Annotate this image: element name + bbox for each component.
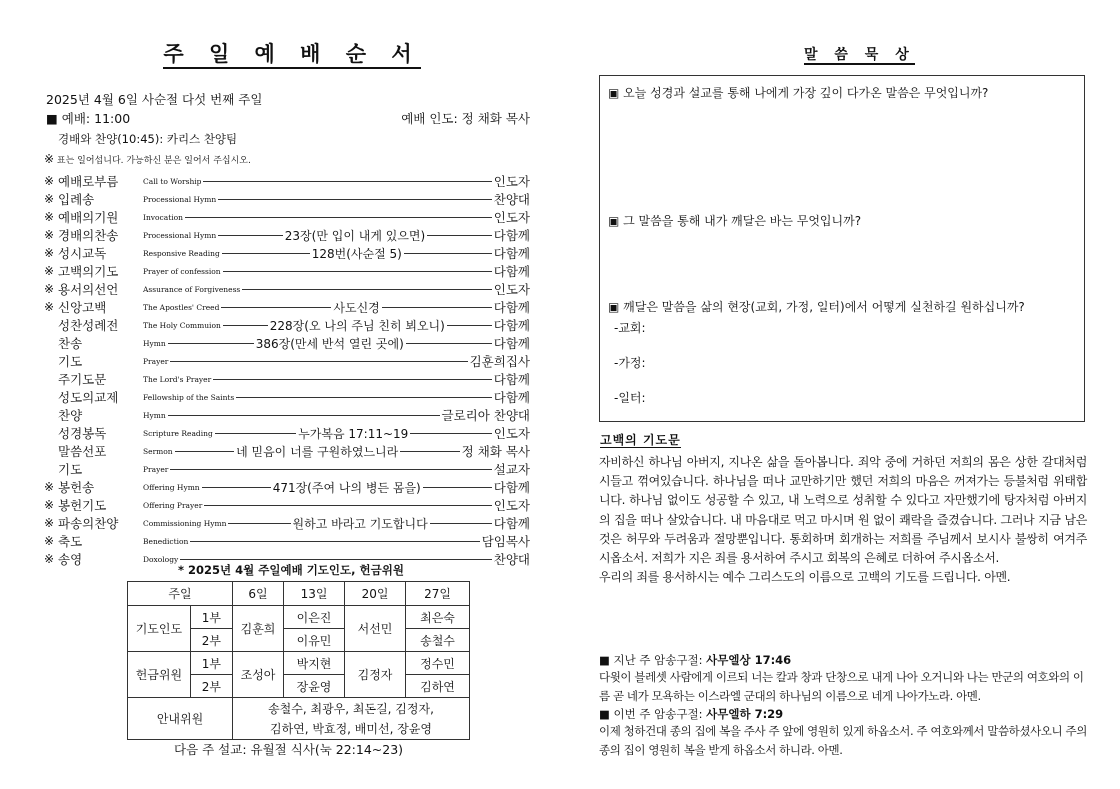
leader-line — [382, 307, 492, 308]
order-item-name: 성경봉독 — [58, 426, 107, 441]
order-item-english: The Lord's Prayer — [143, 374, 212, 384]
order-row — [44, 370, 530, 388]
part1-label: 1부 — [190, 652, 232, 675]
part1-label: 1부 — [190, 606, 232, 629]
order-row — [44, 496, 530, 514]
leader-line — [180, 559, 492, 560]
order-item-role: 다함께 — [493, 300, 530, 315]
order-item-english: The Holy Commuion — [143, 320, 221, 330]
roster-cell: 박지현 — [284, 652, 345, 675]
order-item-english: Prayer of confession — [143, 266, 221, 276]
prayer-leader-label: 기도인도 — [128, 606, 191, 652]
stand-mark: ※ — [44, 516, 55, 530]
order-item-english: Offering Prayer — [143, 500, 203, 510]
order-item-role: 다함께 — [493, 390, 530, 405]
order-item-english: Assurance of Forgiveness — [143, 284, 241, 294]
order-item-role: 다함께 — [493, 228, 530, 243]
order-item-name: 축도 — [58, 534, 83, 549]
meditation-box — [599, 75, 1085, 422]
order-item-english: Scripture Reading — [143, 428, 213, 438]
leader-line — [221, 307, 331, 308]
order-row — [44, 442, 530, 460]
order-row — [44, 316, 530, 334]
order-item-name: 주기도문 — [58, 372, 107, 387]
order-item-role: 인도자 — [493, 210, 530, 225]
order-item-role: 다함께 — [493, 372, 530, 387]
order-item-role: 인도자 — [493, 174, 530, 189]
order-item-detail: 네 믿음이 너를 구원하였느니라 — [236, 444, 399, 459]
order-item-name: 기도 — [58, 354, 83, 369]
leader-line — [406, 343, 492, 344]
leader-line — [202, 487, 271, 488]
service-leader: 예배 인도: 정 채화 목사 — [401, 111, 530, 126]
stand-mark: ※ — [44, 264, 55, 278]
roster-table — [127, 581, 470, 740]
order-item-english: The Apostles' Creed — [143, 302, 220, 312]
roster-title: * 2025년 4월 주일예배 기도인도, 헌금위원 — [178, 563, 404, 577]
stand-mark: ※ — [44, 210, 55, 224]
order-item-role: 인도자 — [493, 282, 530, 297]
order-item-detail: 23장(만 입이 내게 있으면) — [284, 228, 426, 243]
this-week-verse-heading: ■ 이번 주 암송구절: 사무엘하 7:29 — [599, 707, 784, 721]
order-item-role: 찬양대 — [493, 552, 530, 567]
order-row — [44, 280, 530, 298]
last-week-verse-heading: ■ 지난 주 암송구절: 사무엘상 17:46 — [599, 653, 792, 667]
order-item-name: 용서의선언 — [58, 282, 119, 297]
stand-mark: ※ — [44, 300, 55, 314]
leader-line — [430, 523, 492, 524]
leader-line — [218, 199, 492, 200]
order-item-english: Hymn — [143, 338, 166, 348]
order-item-name: 경배의찬송 — [58, 228, 119, 243]
order-item-name: 고백의기도 — [58, 264, 119, 279]
leader-line — [215, 433, 296, 434]
this-week-verse: 이제 청하건대 종의 집에 복을 주사 주 앞에 영원히 있게 하옵소서. 주 여호와께서 말씀하셨사오니 주의 종의 집이 영원히 복을 받게 하옵소서 하니라. 아멘. — [599, 724, 1087, 757]
order-row — [44, 532, 530, 550]
leader-line — [190, 541, 479, 542]
order-row — [44, 352, 530, 370]
question-1: ▣ 오늘 성경과 설교를 통해 나에게 가장 깊이 다가온 말씀은 무엇입니까? — [608, 86, 989, 100]
order-row — [44, 172, 530, 190]
order-item-english: Responsive Reading — [143, 248, 220, 258]
order-item-english: Offering Hymn — [143, 482, 200, 492]
worship-order-page — [44, 38, 531, 757]
order-row — [44, 244, 530, 262]
order-row — [44, 334, 530, 352]
leader-line — [218, 235, 283, 236]
order-item-name: 신앙고백 — [58, 300, 107, 315]
stand-mark: ※ — [44, 192, 55, 206]
order-of-worship — [44, 172, 530, 568]
order-item-role: 담임목사 — [481, 534, 530, 549]
leader-line — [423, 487, 492, 488]
prayer-title: 고백의 기도문 — [600, 433, 681, 447]
order-item-role: 설교자 — [493, 462, 530, 477]
confession-prayer: 자비하신 하나님 아버지, 지나온 삶을 돌아봅니다. 죄악 중에 거하던 저희의 몸은 상한 갈대처럼 시들고 꺾여있습니다. 하나님을 떠나 교만하기만 했던 저희의 마음은 꺼져가는 등불처럼 위태합니다. 하나님 없이도 성공할 수 있고, 내 노력으로 성취할 수 있다고 자만했기에 탕자처럼 아버지의 집을 떠나 살았습니다. 내 마음대로 먹고 마시며 원 없이 쾌락을 즐겼습니다. 그러나 지금 남은 것은 허무와 두려움과 절망뿐입니다. 통회하며 회개하는 저희를 주님께서 보시사 불쌍히 여겨주시옵소서. 저희가 지은 죄를 용서하여 주시고 회복의 은혜로 더하여 주시옵소서. 우리의 죄를 용서하시는 예수 그리스도의 이름으로 고백의 기도를 드립니다. 아멘. — [599, 455, 1087, 585]
header-sunday: 주일 — [128, 582, 233, 606]
last-week-verse: 다윗이 블레셋 사람에게 이르되 너는 칼과 창과 단창으로 내게 나아 오거니와 나는 만군의 여호와의 이름 곧 네가 모욕하는 이스라엘 군대의 하나님의 이름으로 네게 나아가노라. 아멘. — [599, 670, 1084, 703]
leader-line — [410, 433, 491, 434]
order-item-detail: 228장(오 나의 주님 친히 뵈오니) — [269, 318, 445, 333]
work-field: -일터: — [614, 391, 646, 405]
leader-line — [170, 361, 467, 362]
leader-line — [213, 379, 492, 380]
roster-cell: 이유민 — [284, 629, 345, 652]
page-title: 주 일 예 배 순 서 — [54, 38, 530, 68]
header-day13: 13일 — [284, 582, 345, 606]
roster-cell: 김훈희 — [233, 606, 284, 652]
order-item-english: Prayer — [143, 464, 169, 474]
leader-line — [242, 289, 492, 290]
order-item-name: 파송의찬양 — [58, 516, 119, 531]
leader-line — [204, 505, 491, 506]
order-item-name: 찬양 — [58, 408, 83, 423]
service-date: 2025년 4월 6일 사순절 다섯 번째 주일 — [46, 92, 263, 107]
order-row — [44, 478, 530, 496]
stand-mark: ※ — [44, 282, 55, 296]
home-field: -가정: — [614, 356, 646, 370]
order-item-name: 입례송 — [58, 192, 95, 207]
stand-mark: ※ — [44, 174, 55, 188]
order-item-role: 인도자 — [493, 426, 530, 441]
order-item-detail: 386장(만세 반석 열린 곳에) — [255, 336, 404, 351]
leader-line — [223, 271, 492, 272]
meditation-title: 말 씀 묵 상 — [804, 47, 915, 63]
stand-mark: ※ — [44, 552, 55, 566]
roster-cell: 김정자 — [345, 652, 406, 698]
question-2: ▣ 그 말씀을 통해 내가 깨달은 바는 무엇입니까? — [608, 214, 862, 228]
leader-line — [223, 325, 268, 326]
order-item-name: 성도의교제 — [58, 390, 119, 405]
leader-line — [236, 397, 491, 398]
stand-mark: ※ — [44, 246, 55, 260]
leader-line — [175, 451, 234, 452]
leader-line — [427, 235, 492, 236]
leader-line — [185, 217, 492, 218]
stand-mark: ※ — [44, 534, 55, 548]
offering-label: 헌금위원 — [128, 652, 191, 698]
usher-names: 송철수, 최광우, 최돈길, 김정자, 김하연, 박효정, 배미선, 장윤영 — [233, 698, 470, 740]
roster-cell: 최은숙 — [406, 606, 470, 629]
leader-line — [400, 451, 459, 452]
order-item-english: Call to Worship — [143, 176, 202, 186]
stand-mark: ※ — [44, 480, 55, 494]
roster-cell: 정수민 — [406, 652, 470, 675]
header-day27: 27일 — [406, 582, 470, 606]
order-item-name: 말씀선포 — [58, 444, 107, 459]
usher-label: 안내위원 — [128, 698, 233, 740]
order-item-role: 김훈희집사 — [469, 354, 530, 369]
order-item-role: 다함께 — [493, 318, 531, 333]
stand-mark: ※ — [44, 228, 55, 242]
order-item-english: Doxology — [143, 554, 179, 564]
order-item-name: 성찬성례전 — [58, 318, 119, 333]
leader-line — [203, 181, 491, 182]
next-sermon: 다음 주 설교: 유월절 식사(눅 22:14~23) — [174, 742, 404, 757]
order-row — [44, 406, 530, 424]
order-row — [44, 514, 530, 532]
service-time: ■ 예배: 11:00 — [46, 111, 131, 126]
order-item-english: Commissioning Hymn — [143, 518, 227, 528]
leader-line — [228, 523, 290, 524]
roster-cell: 조성아 — [233, 652, 284, 698]
order-row — [44, 226, 530, 244]
order-row — [44, 460, 530, 478]
question-3: ▣ 깨달은 말씀을 삶의 현장(교회, 가정, 일터)에서 어떻게 실천하길 원하십니까? — [608, 300, 1025, 314]
leader-line — [170, 469, 491, 470]
order-item-english: Sermon — [143, 446, 173, 456]
order-item-detail: 원하고 바라고 기도합니다 — [292, 516, 428, 531]
order-row — [44, 424, 530, 442]
order-item-english: Benediction — [143, 536, 189, 546]
leader-line — [168, 343, 254, 344]
order-item-english: Prayer — [143, 356, 169, 366]
pre-service-praise: 경배와 찬양(10:45): 카리스 찬양팀 — [58, 132, 238, 146]
order-row — [44, 208, 530, 226]
leader-line — [404, 253, 492, 254]
roster-cell: 송철수 — [406, 629, 470, 652]
roster-cell: 이은진 — [284, 606, 345, 629]
order-item-name: 봉헌송 — [58, 480, 95, 495]
order-item-role: 다함께 — [493, 246, 531, 261]
leader-line — [222, 253, 310, 254]
order-item-role: 다함께 — [493, 336, 531, 351]
order-row — [44, 298, 530, 316]
header-day20: 20일 — [345, 582, 406, 606]
order-item-detail: 471장(주여 나의 병든 몸을) — [272, 480, 421, 495]
order-item-detail: 128번(사순절 5) — [311, 246, 402, 261]
order-item-role: 다함께 — [493, 516, 530, 531]
order-item-role: 정 채화 목사 — [461, 444, 530, 459]
roster-cell: 장윤영 — [284, 675, 345, 698]
order-row — [44, 262, 530, 280]
roster-cell: 서선민 — [345, 606, 406, 652]
order-item-detail: 사도신경 — [333, 300, 380, 315]
stand-mark: ※ — [44, 498, 55, 512]
leader-line — [447, 325, 492, 326]
order-item-name: 기도 — [58, 462, 83, 477]
leader-line — [168, 415, 440, 416]
order-item-role: 다함께 — [493, 480, 531, 495]
order-item-name: 봉헌기도 — [58, 498, 107, 513]
part2-label: 2부 — [190, 629, 232, 652]
order-item-name: 예배의기원 — [58, 210, 119, 225]
order-item-role: 찬양대 — [493, 192, 530, 207]
order-item-english: Hymn — [143, 410, 166, 420]
order-item-role: 다함께 — [493, 264, 530, 279]
order-item-name: 찬송 — [58, 336, 83, 351]
order-item-name: 성시교독 — [58, 246, 107, 261]
order-item-english: Fellowship of the Saints — [143, 392, 235, 402]
order-item-english: Invocation — [143, 212, 183, 222]
order-item-role: 글로리아 찬양대 — [441, 408, 530, 423]
standing-note: ※ 표는 일어섭니다. 가능하신 분은 일어서 주십시오. — [44, 152, 251, 166]
order-item-name: 송영 — [58, 552, 83, 567]
header-day6: 6일 — [233, 582, 284, 606]
order-item-role: 인도자 — [493, 498, 530, 513]
church-field: -교회: — [614, 321, 646, 335]
order-item-detail: 누가복음 17:11~19 — [298, 426, 409, 441]
part2-label: 2부 — [190, 675, 232, 698]
order-item-english: Processional Hymn — [143, 230, 217, 240]
order-item-name: 예배로부름 — [58, 174, 119, 189]
roster-cell: 김하연 — [406, 675, 470, 698]
order-row — [44, 190, 530, 208]
order-row — [44, 388, 530, 406]
order-item-english: Processional Hymn — [143, 194, 217, 204]
